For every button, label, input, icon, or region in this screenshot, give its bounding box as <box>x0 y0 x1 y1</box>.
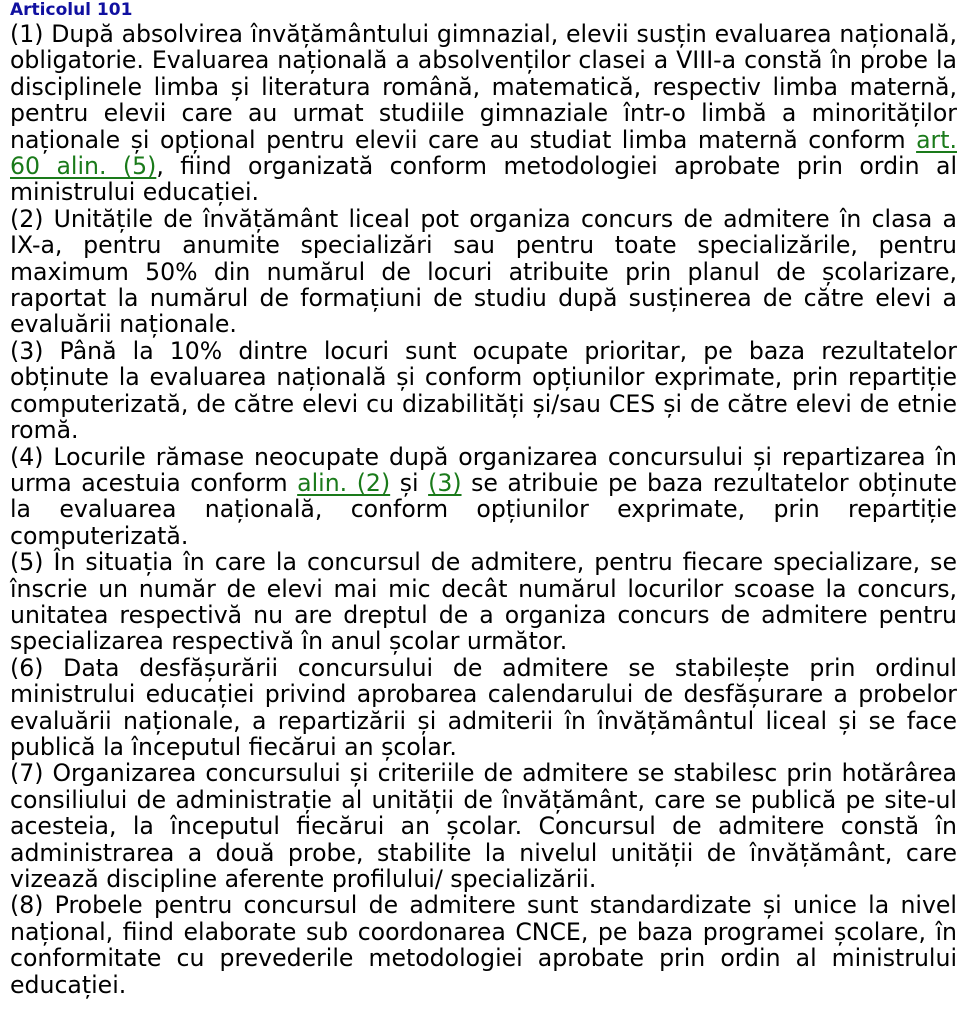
paragraph-5: (5) În situația în care la concursul de admitere, pentru fiecare specializare, se înscrie un număr de elevi mai mic decât numărul locurilor scoase la concurs, unitatea respectivă nu are dreptul de a organiza concurs de admitere pentru specializarea respectivă în anul școlar următor. <box>10 548 957 656</box>
paragraph-1-text-b: , fiind organizată conform metodologiei aprobate prin ordin al ministrului educației. <box>10 152 958 207</box>
paragraph-1 <box>10 21 957 206</box>
paragraph-4-text-a: (4) Locurile rămase neocupate după organizarea concursului și repartizarea în urma acestuia conform <box>10 442 957 497</box>
link-alin-3[interactable]: (3) <box>428 468 462 497</box>
paragraph-4-text-c: se atribuie pe baza rezultatelor obținute la evaluarea națională, conform opțiunilor exprimate, prin repartiție computerizată. <box>10 468 957 550</box>
paragraph-8: (8) Probele pentru concursul de admitere sunt standardizate și unice la nivel național, fiind elaborate sub coordonarea CNCE, pe baza programei școlare, în conformitate cu prevederile metodologiei aprobate prin ordin al ministrului educației. <box>10 891 957 999</box>
paragraph-3: (3) Până la 10% dintre locuri sunt ocupate prioritar, pe baza rezultatelor obținute la evaluarea națională și conform opțiunilor exprimate, prin repartiție computerizată, de către elevi cu dizabilități și/sau CES și de către elevi de etnie romă. <box>10 336 957 445</box>
paragraph-1-text-a: (1) După absolvirea învățământului gimnazial, elevii susțin evaluarea națională, obligatorie. Evaluarea națională a absolvenților clasei a VIII-a constă în probe la disciplinele limba și literatura română, matematică, respectiv limba maternă, pentru elevii care au urmat studiile gimnaziale într-o limbă a minorităților naționale și opțional pentru elevii care au studiat limba maternă conform <box>10 20 957 154</box>
paragraph-4-text-b: și <box>390 468 429 497</box>
paragraph-4 <box>10 444 957 550</box>
article-title: Articolul 101 <box>10 0 133 20</box>
link-art-60-alin-5[interactable]: art. 60 alin. (5) <box>10 125 957 181</box>
link-alin-2[interactable]: alin. (2) <box>297 468 391 497</box>
paragraph-6: (6) Data desfășurării concursului de admitere se stabilește prin ordinul ministrului educației privind aprobarea calendarului de desfășurare a probelor evaluării naționale, a repartizării și admiterii în învățământul liceal și se face publică la începutul fiecărui an școlar. <box>10 653 957 761</box>
paragraph-7: (7) Organizarea concursului și criteriile de admitere se stabilesc prin hotărârea consiliului de administrație al unității de învățământ, care se publică pe site-ul acesteia, la începutul fiecărui an școlar. Concursul de admitere constă în administrarea a două probe, stabilite la nivelul unității de învățământ, care vizează discipline aferente profilului/ specializării. <box>10 759 957 893</box>
paragraph-2: (2) Unitățile de învățământ liceal pot organiza concurs de admitere în clasa a IX-a, pentru anumite specializări sau pentru toate specializările, pentru maximum 50% din numărul de locuri atribuite prin planul de școlarizare, raportat la numărul de formațiuni de studiu după susținerea de către elevi a evaluării naționale. <box>10 204 957 339</box>
